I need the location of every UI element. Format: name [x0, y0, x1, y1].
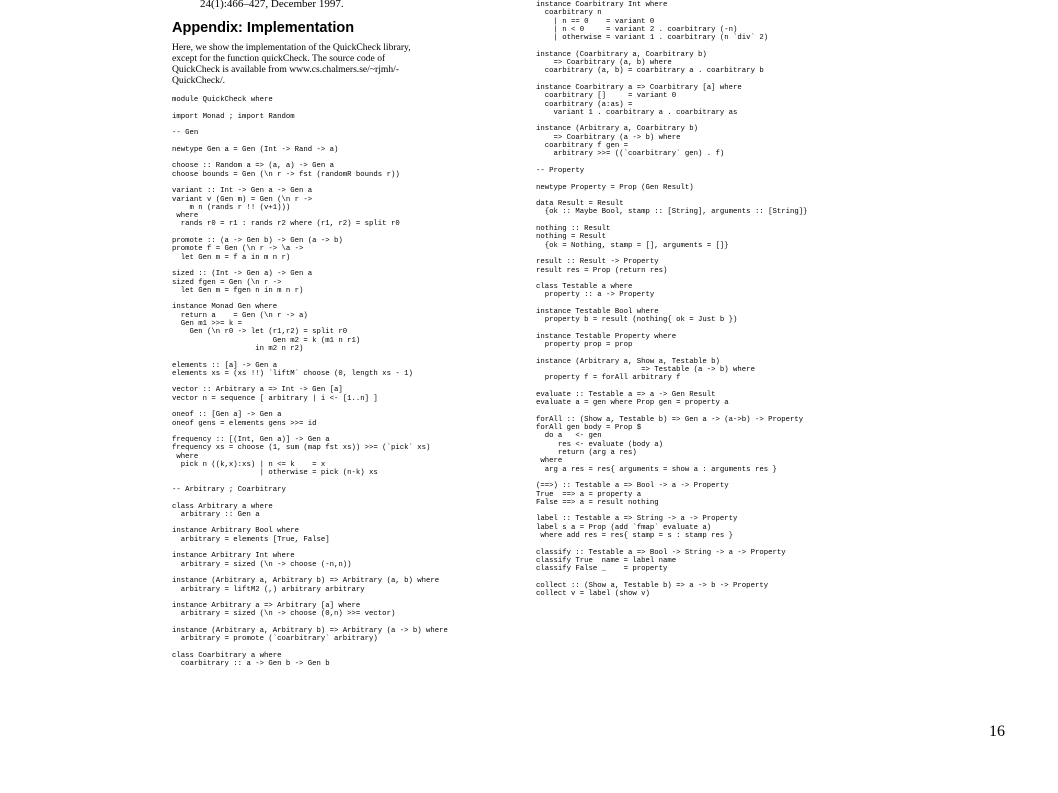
- code-listing-left: module QuickCheck where import Monad ; import Random -- Gen newtype Gen a = Gen (Int -> Rand -> a) choose :: Random a => (a, a) -> Gen a choose bounds = Gen (\n r -> fst (randomR bounds r)) variant :: Int -> Gen a -> Gen a variant v (Gen m) = Gen (\n r -> m n (rands r !! (v+1))) where rands r0 = r1 : rands r2 where (r1, r2) = split r0 promote :: (a -> Gen b) -> Gen (a -> b) promote f = Gen (\n r -> \a -> let Gen m = f a in m n r) sized :: (Int -> Gen a) -> Gen a sized fgen = Gen (\n r -> let Gen m = fgen n in m n r) instance Monad Gen where return a = Gen (\n r -> a) Gen m1 >>= k = Gen (\n r0 -> let (r1,r2) = split r0 Gen m2 = k (m1 n r1) in m2 n r2) elements :: [a] -> Gen a elements xs = (xs !!) `liftM` choose (0, length xs - 1) vector :: Arbitrary a => Int -> Gen [a] vector n = sequence [ arbitrary | i <- [1..n] ] oneof :: [Gen a] -> Gen a oneof gens = elements gens >>= id frequency :: [(Int, Gen a)] -> Gen a frequency xs = choose (1, sum (map fst xs)) >>= (`pick` xs) where pick n ((k,x):xs) | n <= k = x | otherwise = pick (n-k) xs -- Arbitrary ; Coarbitrary class Arbitrary a where arbitrary :: Gen a instance Arbitrary Bool where arbitrary = elements [True, False] instance Arbitrary Int where arbitrary = sized (\n -> choose (-n,n)) instance (Arbitrary a, Arbitrary b) => Arbitrary (a, b) where arbitrary = liftM2 (,) arbitrary arbitrary instance Arbitrary a => Arbitrary [a] where arbitrary = sized (\n -> choose (0,n) >>= vector) instance (Arbitrary a, Arbitrary b) => Arbitrary (a -> b) where arbitrary = promote (`coarbitrary` arbitrary) class Coarbitrary a where coarbitrary :: a -> Gen b -> Gen b: [172, 96, 448, 669]
- page-number: 16: [989, 723, 1005, 740]
- intro-line: Here, we show the implementation of the QuickCheck library,: [172, 42, 411, 53]
- intro-line: QuickCheck/.: [172, 75, 226, 86]
- intro-line: QuickCheck is available from www.cs.chalmers.se/~rjmh/-: [172, 64, 400, 75]
- intro-line: except for the function quickCheck. The source code of: [172, 53, 386, 64]
- appendix-heading: Appendix: Implementation: [172, 20, 355, 36]
- reference-fragment: 24(1):466–427, December 1997.: [200, 0, 344, 10]
- code-listing-right: instance Coarbitrary Int where coarbitrary n | n == 0 = variant 0 | n < 0 = variant 2 . coarbitrary (-n) | otherwise = variant 1 . coarbitrary (n `div` 2) instance (Coarbitrary a, Coarbitrary b) => Coarbitrary (a, b) where coarbitrary (a, b) = coarbitrary a . coarbitrary b instance Coarbitrary a => Coarbitrary [a] where coarbitrary [] = variant 0 coarbitrary (a:as) = variant 1 . coarbitrary a . coarbitrary as instance (Arbitrary a, Coarbitrary b) => Coarbitrary (a -> b) where coarbitrary f gen = arbitrary >>= ((`coarbitrary` gen) . f) -- Property newtype Property = Prop (Gen Result) data Result = Result {ok :: Maybe Bool, stamp :: [String], arguments :: [String]} nothing :: Result nothing = Result {ok = Nothing, stamp = [], arguments = []} result :: Result -> Property result res = Prop (return res) class Testable a where property :: a -> Property instance Testable Bool where property b = result (nothing{ ok = Just b }) instance Testable Property where property prop = prop instance (Arbitrary a, Show a, Testable b) => Testable (a -> b) where property f = forAll arbitrary f evaluate :: Testable a => a -> Gen Result evaluate a = gen where Prop gen = property a forAll :: (Show a, Testable b) => Gen a -> (a->b) -> Property forAll gen body = Prop $ do a <- gen res <- evaluate (body a) return (arg a res) where arg a res = res{ arguments = show a : arguments res } (==>) :: Testable a => Bool -> a -> Property True ==> a = property a False ==> a = result nothing label :: Testable a => String -> a -> Property label s a = Prop (add `fmap` evaluate a) where add res = res{ stamp = s : stamp res } classify :: Testable a => Bool -> String -> a -> Property classify True name = label name classify False _ = property collect :: (Show a, Testable b) => a -> b -> Property collect v = label (show v): [536, 1, 808, 599]
- intro-paragraph: [172, 42, 512, 86]
